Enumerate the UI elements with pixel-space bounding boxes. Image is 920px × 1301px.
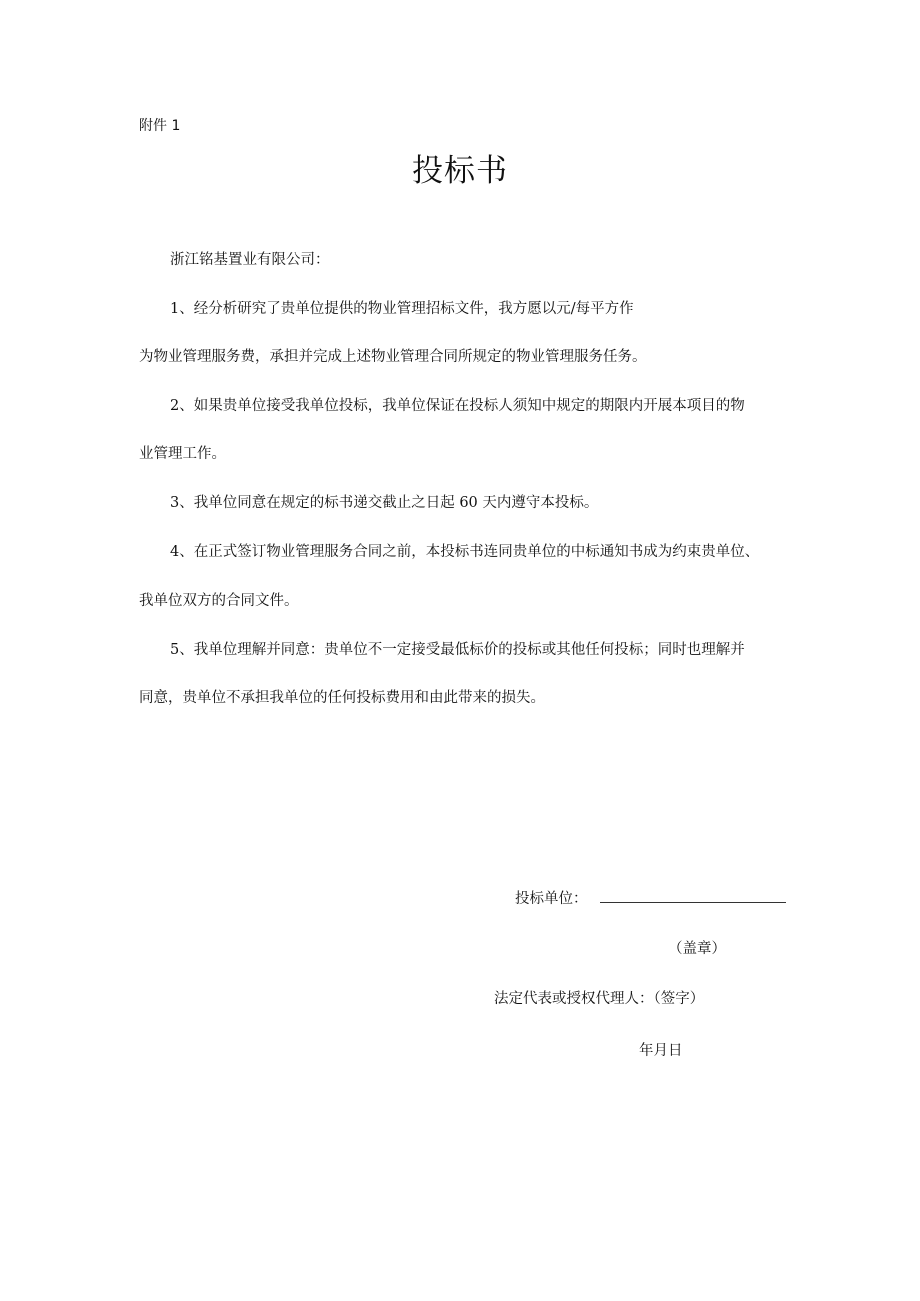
item-4-line-2: 我单位双方的合同文件。 — [139, 593, 299, 609]
item-5-line-2: 同意，贵单位不承担我单位的任何投标费用和由此带来的损失。 — [139, 690, 545, 706]
representative-label: 法定代表或授权代理人：（签字） — [494, 991, 705, 1007]
date-label: 年月日 — [639, 1043, 683, 1059]
recipient-line: 浙江铭基置业有限公司： — [170, 252, 330, 268]
bidder-signature-row — [515, 888, 786, 909]
annex-label: 附件 1 — [139, 118, 181, 134]
item-3-line-1: 3、我单位同意在规定的标书递交截止之日起 60 天内遵守本投标。 — [170, 495, 599, 511]
item-2-line-2: 业管理工作。 — [139, 446, 226, 462]
item-4-line-1: 4、在正式签订物业管理服务合同之前，本投标书连同贵单位的中标通知书成为约束贵单位、 — [170, 544, 760, 560]
item-2-line-1: 2、如果贵单位接受我单位投标，我单位保证在投标人须知中规定的期限内开展本项目的物 — [170, 398, 745, 414]
document-title: 投标书 — [412, 153, 508, 189]
item-1-line-2: 为物业管理服务费，承担并完成上述物业管理合同所规定的物业管理服务任务。 — [139, 349, 647, 365]
item-1-line-1: 1、经分析研究了贵单位提供的物业管理招标文件，我方愿以元/每平方作 — [170, 301, 634, 317]
item-5-line-1: 5、我单位理解并同意：贵单位不一定接受最低标价的投标或其他任何投标；同时也理解并 — [170, 642, 745, 658]
bidder-name-blank[interactable] — [600, 888, 786, 903]
seal-label: （盖章） — [668, 941, 726, 957]
bidder-label: 投标单位： — [515, 891, 588, 907]
